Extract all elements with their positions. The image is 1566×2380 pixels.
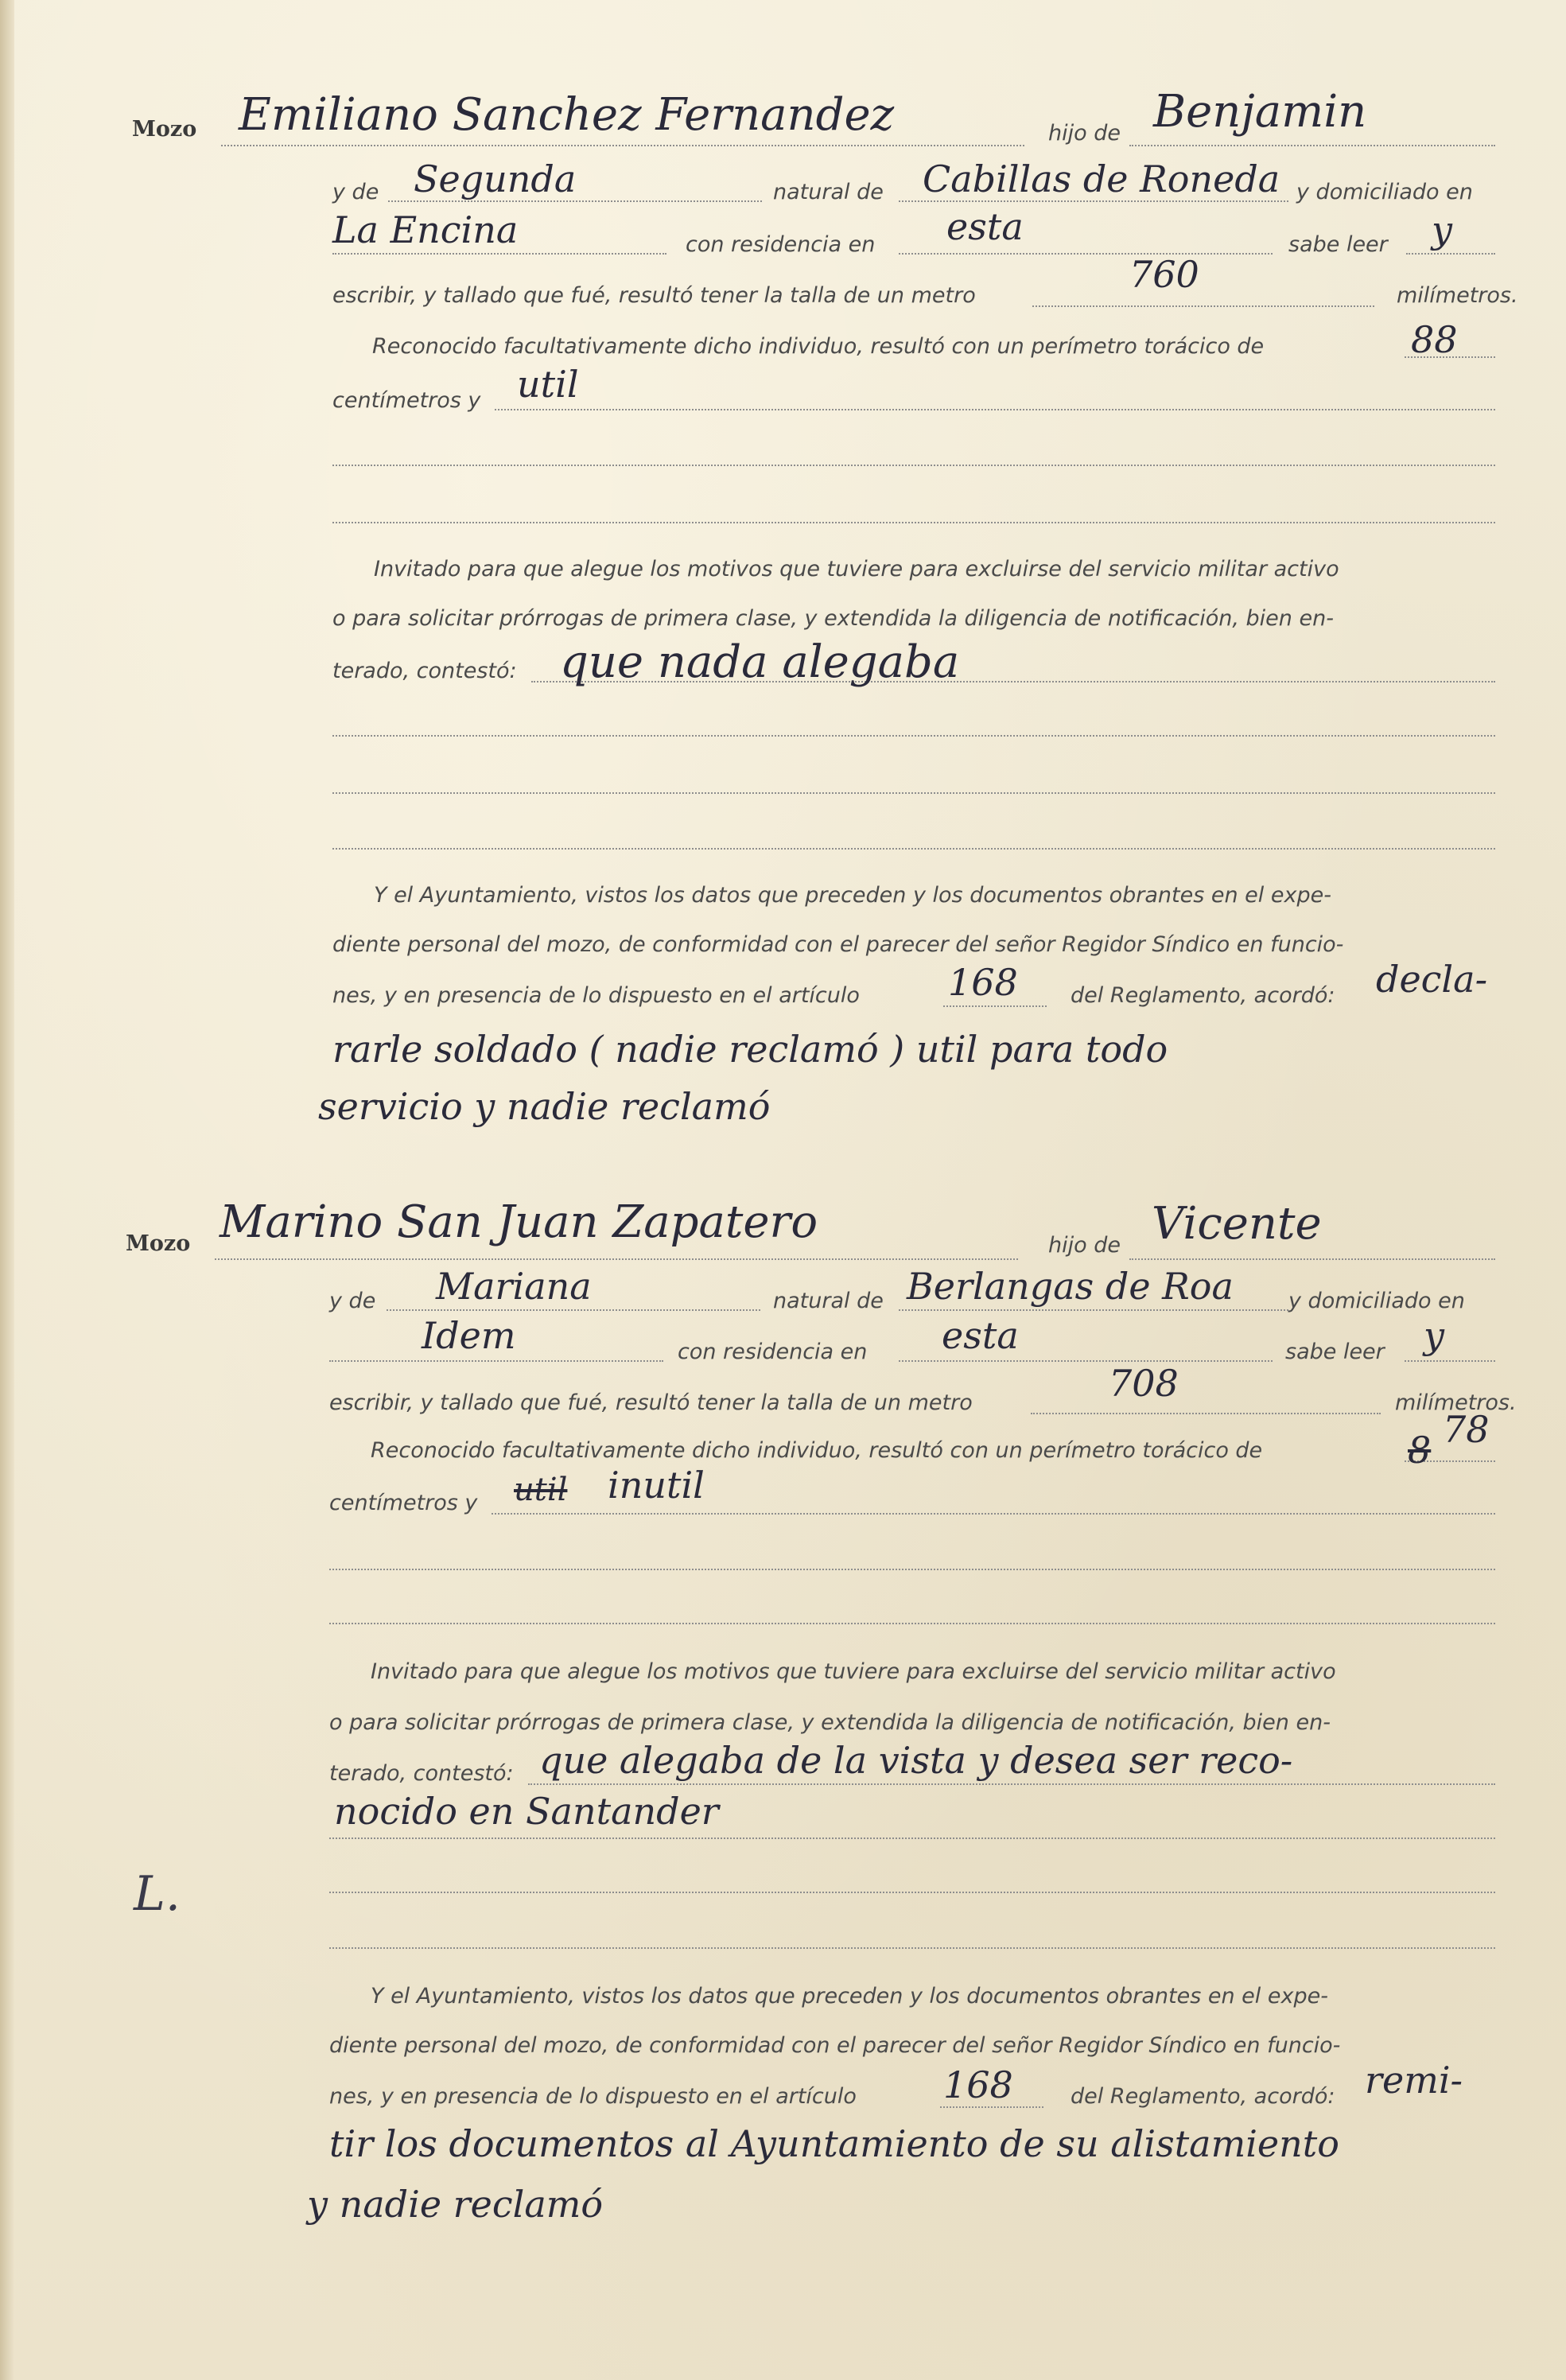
domiciliado-label: y domiciliado en — [1288, 1289, 1465, 1313]
dotted-line — [215, 1258, 1018, 1260]
natural-de-value: Cabillas de Roneda — [923, 158, 1280, 200]
acordo-line-1: decla- — [1376, 958, 1488, 1001]
dotted-line — [329, 1892, 1495, 1893]
father-name: Vicente — [1152, 1198, 1322, 1250]
dotted-line — [1405, 1360, 1495, 1362]
dotted-line — [940, 2106, 1043, 2108]
perimetro-value: 78 — [1443, 1408, 1490, 1451]
dotted-line — [388, 200, 762, 202]
dotted-line — [495, 409, 1495, 410]
invitado-line-2: o para solicitar prórrogas de primera clase, y extendida la diligencia de notificación, bien en- — [332, 606, 1334, 631]
dotted-line — [332, 735, 1495, 737]
centimetros-label: centímetros y — [332, 388, 481, 413]
centimetros-value: inutil — [608, 1464, 705, 1507]
sabe-leer-label: sabe leer — [1288, 232, 1388, 257]
domiciliado-label: y domiciliado en — [1296, 180, 1473, 204]
natural-de-label: natural de — [773, 180, 884, 204]
dotted-line — [1129, 1258, 1495, 1260]
sabe-leer-value: y — [1432, 208, 1452, 251]
articulo-value: 168 — [943, 2063, 1013, 2106]
domiciliado-value: La Encina — [332, 208, 519, 251]
dotted-line — [899, 1309, 1288, 1311]
dotted-line — [332, 792, 1495, 794]
ayuntamiento-line-3a: nes, y en presencia de lo dispuesto en el artículo — [329, 2084, 857, 2109]
acordo-line-2: rarle soldado ( nadie reclamó ) util para todo — [332, 1028, 1168, 1071]
centimetros-label: centímetros y — [329, 1491, 478, 1515]
invitado-line-2: o para solicitar prórrogas de primera clase, y extendida la diligencia de notificación, bien en- — [329, 1710, 1331, 1735]
ayuntamiento-line-3b: del Reglamento, acordó: — [1071, 2084, 1335, 2109]
acordo-line-2: tir los documentos al Ayuntamiento de su alistamiento — [329, 2122, 1339, 2165]
sabe-leer-value: y — [1424, 1314, 1444, 1357]
sabe-leer-label: sabe leer — [1285, 1340, 1385, 1364]
ayuntamiento-line-2: diente personal del mozo, de conformidad con el parecer del señor Regidor Síndico en funcio- — [329, 2033, 1341, 2058]
page-edge-shadow — [0, 0, 14, 2380]
reconocido-line: Reconocido facultativamente dicho individuo, resultó con un perímetro torácico de — [371, 1438, 1263, 1463]
acordo-line-3: y nadie reclamó — [307, 2183, 604, 2226]
invitado-line-3: terado, contestó: — [332, 659, 517, 683]
domiciliado-value: Idem — [422, 1314, 516, 1357]
escribir-line: escribir, y tallado que fué, resultó tener la talla de un metro — [332, 283, 976, 308]
dotted-line — [329, 1947, 1495, 1949]
y-de-label: y de — [332, 180, 379, 204]
centimetros-struck: util — [514, 1472, 568, 1508]
contesto-line-2: nocido en Santander — [334, 1790, 719, 1833]
talla-value: 708 — [1109, 1362, 1179, 1405]
dotted-line — [899, 1360, 1273, 1362]
dotted-line — [1031, 1413, 1381, 1414]
residencia-label: con residencia en — [678, 1340, 868, 1364]
mozo-label: Mozo — [126, 1231, 191, 1256]
dotted-line — [492, 1513, 1495, 1515]
ayuntamiento-line-1: Y el Ayuntamiento, vistos los datos que preceden y los documentos obrantes en el expe- — [374, 883, 1331, 908]
dotted-line — [1129, 145, 1495, 146]
acordo-line-3: servicio y nadie reclamó — [318, 1085, 771, 1128]
dotted-line — [329, 1838, 1495, 1839]
ayuntamiento-line-3a: nes, y en presencia de lo dispuesto en el artículo — [332, 983, 860, 1008]
ayuntamiento-line-1: Y el Ayuntamiento, vistos los datos que preceden y los documentos obrantes en el expe- — [371, 1984, 1328, 2009]
perimetro-value: 88 — [1411, 318, 1458, 361]
dotted-line — [329, 1360, 663, 1362]
contesto-value: que nada alegaba — [560, 636, 960, 688]
residencia-value: esta — [946, 205, 1024, 248]
dotted-line — [899, 253, 1273, 255]
reconocido-line: Reconocido facultativamente dicho individuo, resultó con un perímetro torácico de — [372, 334, 1265, 359]
milimetros-label: milímetros. — [1395, 1390, 1517, 1415]
y-de-label: y de — [329, 1289, 376, 1313]
dotted-line — [1406, 253, 1495, 255]
talla-value: 760 — [1129, 253, 1199, 296]
father-name: Benjamin — [1153, 86, 1367, 138]
hijo-de-label: hijo de — [1048, 1233, 1121, 1258]
dotted-line — [528, 1783, 1495, 1785]
centimetros-value: util — [517, 363, 579, 406]
perimetro-struck: 8 — [1408, 1429, 1432, 1472]
dotted-line — [1032, 305, 1374, 307]
dotted-line — [332, 522, 1495, 523]
mozo-name: Marino San Juan Zapatero — [220, 1196, 818, 1248]
invitado-line-1: Invitado para que alegue los motivos que tuviere para excluirse del servicio militar activo — [371, 1659, 1336, 1684]
dotted-line — [332, 253, 666, 255]
natural-de-value: Berlangas de Roa — [907, 1265, 1234, 1308]
articulo-value: 168 — [948, 961, 1018, 1004]
mozo-label: Mozo — [132, 117, 197, 142]
dotted-line — [899, 200, 1288, 202]
invitado-line-1: Invitado para que alegue los motivos que tuviere para excluirse del servicio militar activo — [374, 557, 1339, 581]
dotted-line — [329, 1623, 1495, 1624]
dotted-line — [329, 1569, 1495, 1570]
dotted-line — [221, 145, 1024, 146]
invitado-line-3: terado, contestó: — [329, 1761, 514, 1786]
mother-name: Mariana — [436, 1265, 592, 1308]
mother-name: Segunda — [414, 158, 577, 200]
ayuntamiento-line-3b: del Reglamento, acordó: — [1071, 983, 1335, 1008]
acordo-line-1: remi- — [1365, 2059, 1463, 2102]
escribir-line: escribir, y tallado que fué, resultó tener la talla de un metro — [329, 1390, 973, 1415]
milimetros-label: milímetros. — [1397, 283, 1518, 308]
residencia-value: esta — [942, 1314, 1019, 1357]
dotted-line — [943, 1005, 1047, 1007]
dotted-line — [332, 465, 1495, 466]
dotted-line — [332, 848, 1495, 850]
margin-mark: L. — [134, 1866, 181, 1922]
hijo-de-label: hijo de — [1048, 121, 1121, 146]
mozo-name: Emiliano Sanchez Fernandez — [239, 89, 895, 141]
contesto-line-1: que alegaba de la vista y desea ser reco- — [539, 1739, 1293, 1782]
ayuntamiento-line-2: diente personal del mozo, de conformidad con el parecer del señor Regidor Síndico en funcio- — [332, 932, 1344, 957]
natural-de-label: natural de — [773, 1289, 884, 1313]
residencia-label: con residencia en — [686, 232, 876, 257]
dotted-line — [387, 1309, 760, 1311]
